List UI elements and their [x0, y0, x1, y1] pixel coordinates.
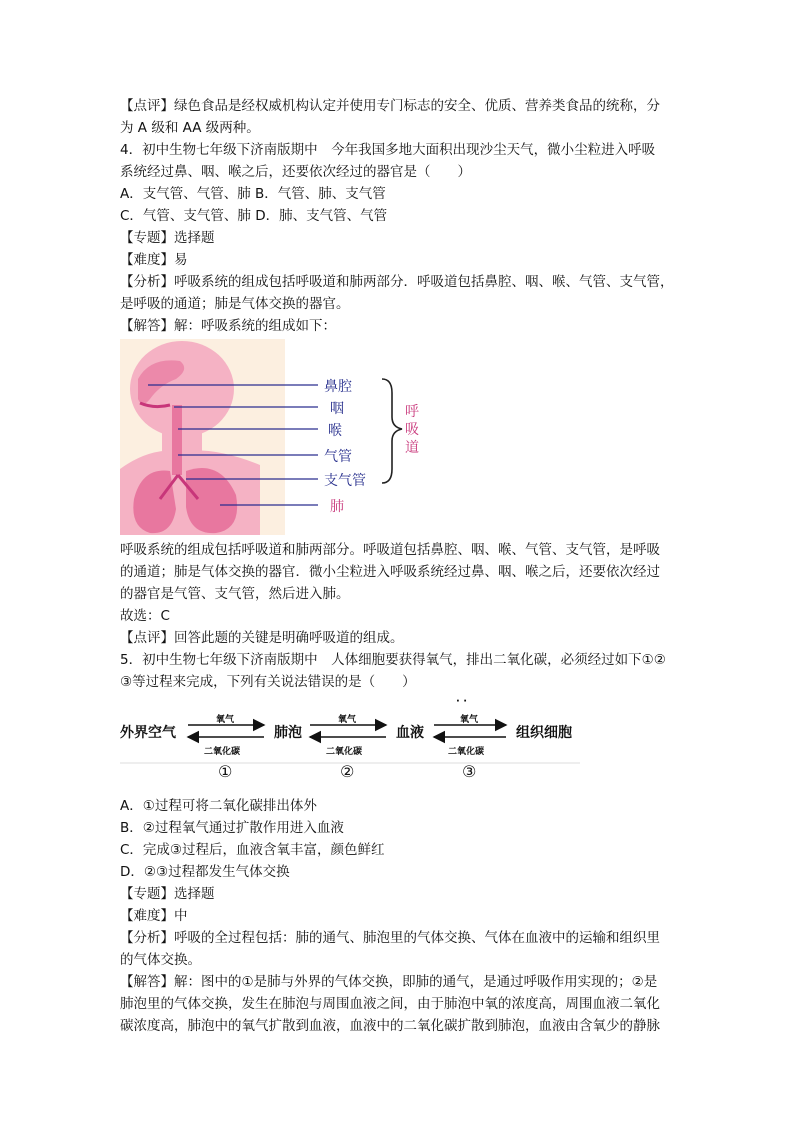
- node-alveolus: 肺泡: [274, 725, 302, 741]
- answer-label: 【解答】解：呼吸系统的组成如下：: [120, 318, 336, 334]
- label-larynx: 喉: [328, 423, 342, 439]
- analysis-text: 【分析】呼吸系统的组成包括呼吸道和肺两部分．呼吸道包括鼻腔、咽、喉、气管、支气管，: [120, 274, 674, 290]
- label-oxygen-3: 氧气: [460, 715, 479, 725]
- answer-choice: 故选：C: [120, 608, 170, 624]
- analysis-text-cont: 是呼吸的通道；肺是气体交换的器官。: [120, 296, 350, 312]
- text-block-bottom: [120, 795, 680, 1037]
- option-d: D．②③过程都发生气体交换: [120, 864, 290, 880]
- process-number-1: ①: [218, 762, 233, 781]
- question-5-stem-cont: ③等过程来完成，下列有关说法错误的是（ ）: [120, 674, 416, 690]
- label-co2-1: 二氧化碳: [204, 747, 241, 757]
- node-tissue-cells: 组织细胞: [516, 725, 572, 741]
- label-nasal-cavity: 鼻腔: [324, 379, 352, 395]
- label-co2-2: 二氧化碳: [326, 747, 363, 757]
- label-respiratory-tract: 呼吸道: [405, 404, 419, 456]
- label-oxygen-1: 氧气: [216, 715, 235, 725]
- question-4-options-cd: C．气管、支气管、肺 D．肺、支气管、气管: [120, 208, 388, 224]
- process-number-2: ②: [340, 762, 355, 781]
- option-a: A．①过程可将二氧化碳排出体外: [120, 798, 317, 814]
- document-page: [120, 95, 680, 1037]
- group-brace: [382, 379, 402, 483]
- label-lung: 肺: [330, 499, 344, 515]
- text-block-mid: [120, 539, 680, 693]
- topic-label: 【专题】选择题: [120, 886, 215, 902]
- text-block-top: [120, 95, 680, 337]
- label-trachea: 气管: [324, 449, 352, 465]
- respiratory-illustration: [120, 339, 420, 535]
- option-c: C．完成③过程后，血液含氧丰富，颜色鲜红: [120, 842, 385, 858]
- node-outside-air: 外界空气: [120, 725, 176, 741]
- explanation-text: 呼吸系统的组成包括呼吸道和肺两部分。呼吸道包括鼻腔、咽、喉、气管、支气管，是呼吸: [120, 542, 660, 558]
- text-line: 【点评】绿色食品是经权威机构认定并使用专门标志的安全、优质、营养类食品的统称，分: [120, 98, 660, 114]
- question-4-options-ab: A．支气管、气管、肺 B．气管、肺、支气管: [120, 186, 386, 202]
- topic-label: 【专题】选择题: [120, 230, 215, 246]
- question-5-stem: 5．初中生物七年级下济南版期中 人体细胞要获得氧气，排出二氧化碳，必须经过如下①②: [120, 652, 666, 668]
- question-4-stem: 4．初中生物七年级下济南版期中 今年我国多地大面积出现沙尘天气，微小尘粒进入呼吸: [120, 142, 656, 158]
- node-blood: 血液: [396, 725, 424, 741]
- stray-dots: · ·: [456, 696, 468, 707]
- answer-text-cont: 肺泡里的气体交换，发生在肺泡与周围血液之间，由于肺泡中氧的浓度高，周围血液二氧化: [120, 996, 660, 1012]
- question-4-stem-cont: 系统经过鼻、咽、喉之后，还要依次经过的器官是（ ）: [120, 164, 471, 180]
- text-line: 为 A 级和 AA 级两种。: [120, 120, 260, 136]
- option-b: B．②过程氧气通过扩散作用进入血液: [120, 820, 344, 836]
- answer-text-cont: 碳浓度高，肺泡中的氧气扩散到血液，血液中的二氧化碳扩散到肺泡，血液由含氧少的静脉: [120, 1018, 660, 1034]
- explanation-text-cont: 的通道；肺是气体交换的器官．微小尘粒进入呼吸系统经过鼻、咽、喉之后，还要依次经过: [120, 564, 660, 580]
- gas-exchange-figure: [120, 697, 680, 793]
- explanation-text-cont: 的器官是气管、支气管，然后进入肺。: [120, 586, 350, 602]
- comment-text: 【点评】回答此题的关键是明确呼吸道的组成。: [120, 630, 404, 646]
- analysis-text-cont: 的气体交换。: [120, 952, 201, 968]
- difficulty-label: 【难度】易: [120, 252, 188, 268]
- difficulty-label: 【难度】中: [120, 908, 188, 924]
- analysis-text: 【分析】呼吸的全过程包括：肺的通气、肺泡里的气体交换、气体在血液中的运输和组织里: [120, 930, 660, 946]
- label-pharynx: 咽: [330, 401, 344, 417]
- label-oxygen-2: 氧气: [338, 715, 357, 725]
- answer-text: 【解答】解：图中的①是肺与外界的气体交换，即肺的通气，是通过呼吸作用实现的；②是: [120, 974, 658, 990]
- label-co2-3: 二氧化碳: [448, 747, 485, 757]
- process-number-3: ③: [462, 762, 477, 781]
- respiratory-system-figure: [120, 339, 420, 535]
- label-bronchus: 支气管: [324, 473, 366, 489]
- trachea-shape: [172, 405, 182, 475]
